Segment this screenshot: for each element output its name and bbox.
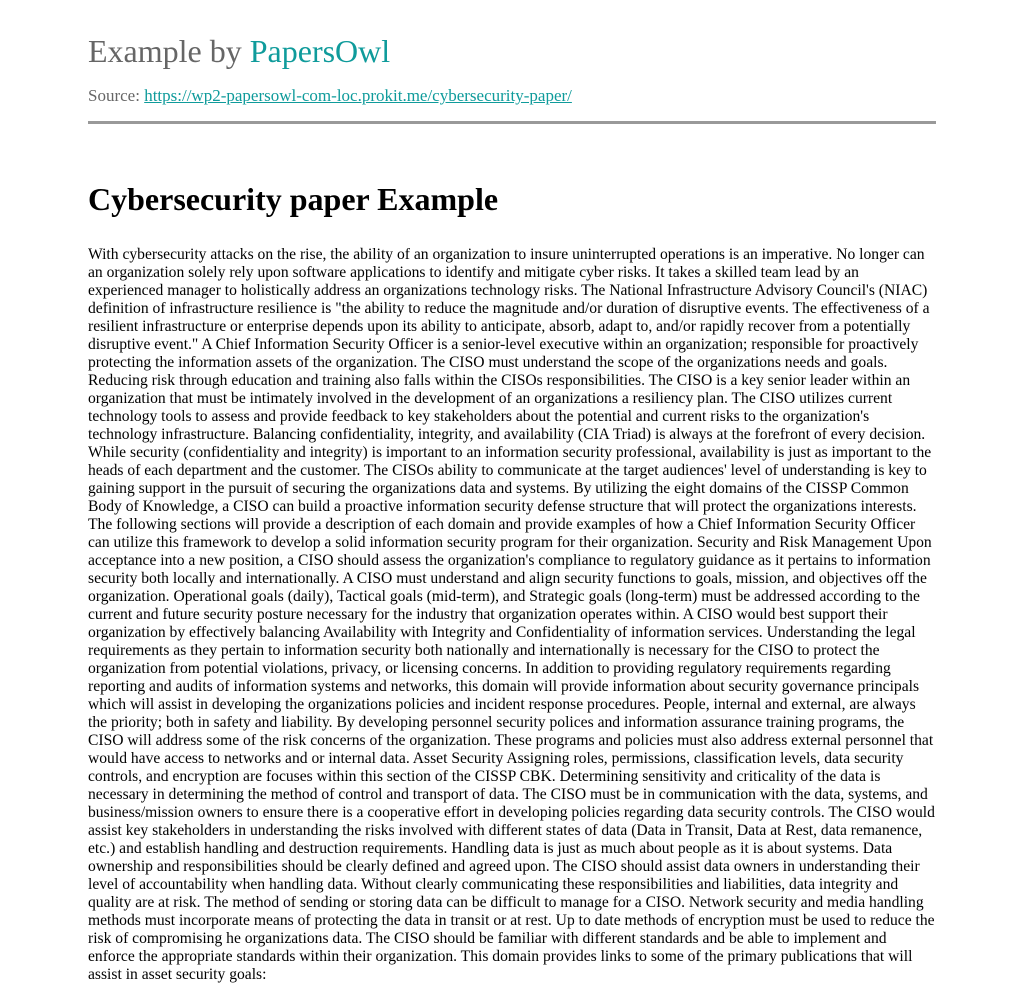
source-label: Source: [88, 86, 145, 105]
brand-name: PapersOwl [249, 33, 391, 69]
page [88, 0, 936, 984]
brand-prefix: Example by [88, 33, 250, 69]
article-title: Cybersecurity paper Example [88, 181, 499, 217]
article-body: With cybersecurity attacks on the rise, the ability of an organization to insure uninterrupted operations is an imperative. No longer can an organization solely rely upon software applications to identify and mitigate cyber risks. It takes a skilled team lead by an experienced manager to holistically address an organizations technology risks. The National Infrastructure Advisory Council's (NIAC) definition of infrastructure resilience is "the ability to reduce the magnitude and/or duration of disruptive events. The effectiveness of a resilient infrastructure or enterprise depends upon its ability to anticipate, absorb, adapt to, and/or rapidly recover from a potentially disruptive event." A Chief Information Security Officer is a senior-level executive within an organization; responsible for proactively protecting the information assets of the organization. The CISO must understand the scope of the organizations needs and goals. Reducing risk through education and training also falls within the CISOs responsibilities. The CISO is a key senior leader within an organization that must be intimately involved in the development of an organizations a resiliency plan. The CISO utilizes current technology tools to assess and provide feedback to key stakeholders about the potential and current risks to the organization's technology infrastructure. Balancing confidentiality, integrity, and availability (CIA Triad) is always at the forefront of every decision. While security (confidentiality and integrity) is important to an information security professional, availability is just as important to the heads of each department and the customer. The CISOs ability to communicate at the target audiences' level of understanding is key to gaining support in the pursuit of securing the organizations data and systems. By utilizing the eight domains of the CISSP Common Body of Knowledge, a CISO can build a proactive information security defense structure that will protect the organizations interests. The following sections will provide a description of each domain and provide examples of how a Chief Information Security Officer can utilize this framework to develop a solid information security program for their organization. Security and Risk Management Upon acceptance into a new position, a CISO should assess the organization's compliance to regulatory guidance as it pertains to information security both locally and internationally. A CISO must understand and align security functions to goals, mission, and objectives off the organization. Operational goals (daily), Tactical goals (mid-term), and Strategic goals (long-term) must be addressed according to the current and future security posture necessary for the industry that organization operates within. A CISO would best support their organization by effectively balancing Availability with Integrity and Confidentiality of information services. Understanding the legal requirements as they pertain to information security both nationally and internationally is necessary for the CISO to protect the organization from potential violations, privacy, or licensing concerns. In addition to providing regulatory requirements regarding reporting and audits of information systems and networks, this domain will provide information about security governance principals which will assist in developing the organizations policies and incident response procedures. People, internal and external, are always the priority; both in safety and liability. By developing personnel security polices and information assurance training programs, the CISO will address some of the risk concerns of the organization. These programs and policies must also address external personnel that would have access to networks and or internal data. Asset Security Assigning roles, permissions, classification levels, data security controls, and encryption are focuses within this section of the CISSP CBK. Determining sensitivity and criticality of the data is necessary in determining the method of control and transport of data. The CISO must be in communication with the data, systems, and business/mission owners to ensure there is a cooperative effort in developing policies regarding data security controls. The CISO would assist key stakeholders in understanding the risks involved with different states of data (Data in Transit, Data at Rest, data remanence, etc.) and establish handling and destruction requirements. Handling data is just as much about people as it is about systems. Data ownership and responsibilities should be clearly defined and agreed upon. The CISO should assist data owners in understanding their level of accountability when handling data. Without clearly communicating these responsibilities and liabilities, data integrity and quality are at risk. The method of sending or storing data can be difficult to manage for a CISO. Network security and media handling methods must incorporate means of protecting the data in transit or at rest. Up to date methods of encryption must be used to reduce the risk of compromising he organizations data. The CISO should be familiar with different standards and be able to implement and enforce the appropriate standards within their organization. This domain provides links to some of the primary publications that will assist in asset security goals: [88, 246, 935, 983]
source-line [88, 85, 936, 107]
header [88, 0, 936, 124]
brand-heading [88, 31, 936, 71]
source-link[interactable]: https://wp2-papersowl-com-loc.prokit.me/cybersecurity-paper/ [144, 86, 572, 105]
header-divider [88, 121, 936, 124]
